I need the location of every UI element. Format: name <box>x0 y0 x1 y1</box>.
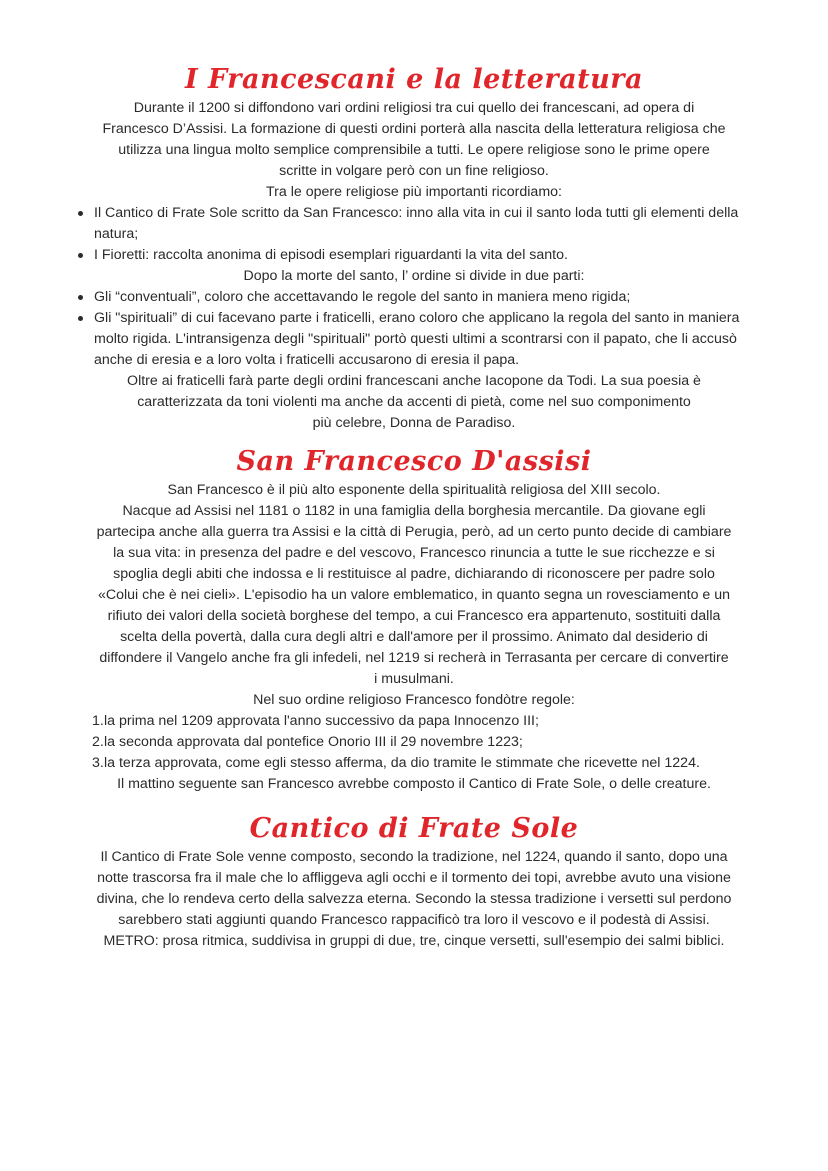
text-line: partecipa anche alla guerra tra Assisi e la città di Perugia, però, ad un certo punto decide di cambiare <box>96 524 732 540</box>
section1-intro <box>66 98 762 203</box>
text-line: sarebbero stati aggiunti quando Francesco rappacificò tra loro il vescovo e il podestà di Assisi. <box>118 912 710 928</box>
list-number: 2. <box>92 734 104 750</box>
text-line: METRO: prosa ritmica, suddivisa in gruppi di due, tre, cinque versetti, sull'esempio dei salmi biblici. <box>103 933 725 949</box>
text-line: più celebre, Donna de Paradiso. <box>312 415 516 431</box>
section-title-francescani: I Francescani e la letteratura <box>185 64 643 95</box>
order-parts-list <box>66 287 762 371</box>
section3-body <box>66 847 762 952</box>
text-line: San Francesco è il più alto esponente della spiritualità religiosa del XIII secolo. <box>167 482 661 498</box>
list-item <box>92 753 762 774</box>
text-line: scritte in volgare però con un fine religioso. <box>279 163 549 179</box>
list-item: Gli “conventuali”, coloro che accettavando le regole del santo in maniera meno rigida; <box>94 287 762 308</box>
works-list <box>66 203 762 266</box>
text-line: Il mattino seguente san Francesco avrebbe composto il Cantico di Frate Sole, o delle creature. <box>117 776 711 792</box>
text-line: Nel suo ordine religioso Francesco fondòtre regole: <box>253 692 575 708</box>
text-line: «Colui che è nei cieli». L'episodio ha un valore emblematico, in quanto segna un rovesciamento e un <box>97 587 731 603</box>
rules-list <box>66 711 762 774</box>
text-line: spoglia degli abiti che indossa e li restituisce al padre, dichiarando di riconoscere per padre solo <box>113 566 715 582</box>
text-line: Dopo la morte del santo, l’ ordine si divide in due parti: <box>243 268 585 284</box>
text-line: Francesco D’Assisi. La formazione di questi ordini porterà alla nascita della letteratura religiosa che <box>102 121 726 137</box>
list-item: I Fioretti: raccolta anonima di episodi esemplari riguardanti la vita del santo. <box>94 245 762 266</box>
text-line: i musulmani. <box>374 671 454 687</box>
text-line: Oltre ai fraticelli farà parte degli ordini francescani anche Iacopone da Todi. La sua poesia è <box>127 373 701 389</box>
text-line: rifiuto dei valori della società borghese del tempo, a cui Francesco era appartenuto, sostituiti dalla <box>107 608 721 624</box>
text-line: Durante il 1200 si diffondono vari ordini religiosi tra cui quello dei francescani, ad opera di <box>133 100 695 116</box>
list-number: 1. <box>92 713 104 729</box>
text-line: divina, che lo rendeva certo della salvezza eterna. Secondo la stessa tradizione i versetti sul perdono <box>96 891 732 907</box>
list-number: 3. <box>92 755 104 771</box>
list-text: la terza approvata, come egli stesso afferma, da dio tramite le stimmate che ricevette nel 1224. <box>104 755 700 771</box>
text-line: diffondere il Vangelo anche fra gli infedeli, nel 1219 si recherà in Terrasanta per cercare di convertire <box>99 650 729 666</box>
text-line: utilizza una lingua molto semplice comprensibile a tutti. Le opere religiose sono le prime opere <box>118 142 710 158</box>
list-item: Gli "spirituali” di cui facevano parte i fraticelli, erano coloro che applicano la regola del santo in maniera molto rigida. L'intransigenza degli "spirituali" portò questi ultimi a scontrarsi con il papato, che li accusò anche di eresia e a loro volta i fraticelli accusarono di eresia il papa. <box>94 308 762 371</box>
text-line: Tra le opere religiose più importanti ricordiamo: <box>266 184 562 200</box>
text-line: scelta della povertà, dalla cura degli altri e dall'amore per il prossimo. Animato dal desiderio di <box>120 629 708 645</box>
section-title-cantico: Cantico di Frate Sole <box>249 813 579 844</box>
list-text: la prima nel 1209 approvata l'anno successivo da papa Innocenzo III; <box>104 713 539 729</box>
list-item: Il Cantico di Frate Sole scritto da San Francesco: inno alla vita in cui il santo loda tutti gli elementi della natura; <box>94 203 762 245</box>
text-line: Nacque ad Assisi nel 1181 o 1182 in una famiglia della borghesia mercantile. Da giovane egli <box>122 503 706 519</box>
text-line: la sua vita: in presenza del padre e del vescovo, Francesco rinuncia a tutte le sue ricchezze e si <box>113 545 715 561</box>
list-item <box>92 711 762 732</box>
text-line: caratterizzata da toni violenti ma anche da accenti di pietà, come nel suo componimento <box>137 394 691 410</box>
section2-body <box>66 480 762 711</box>
list-text: la seconda approvata dal pontefice Onorio III il 29 novembre 1223; <box>104 734 523 750</box>
section-title-san-francesco: San Francesco D'assisi <box>236 446 592 477</box>
list-item <box>92 732 762 753</box>
section1-closing <box>66 371 762 434</box>
text-line: notte trascorsa fra il male che lo affliggeva agli occhi e il tormento dei topi, avrebbe avuto una visione <box>97 870 731 886</box>
text-line: Il Cantico di Frate Sole venne composto, secondo la tradizione, nel 1224, quando il santo, dopo una <box>100 849 728 865</box>
